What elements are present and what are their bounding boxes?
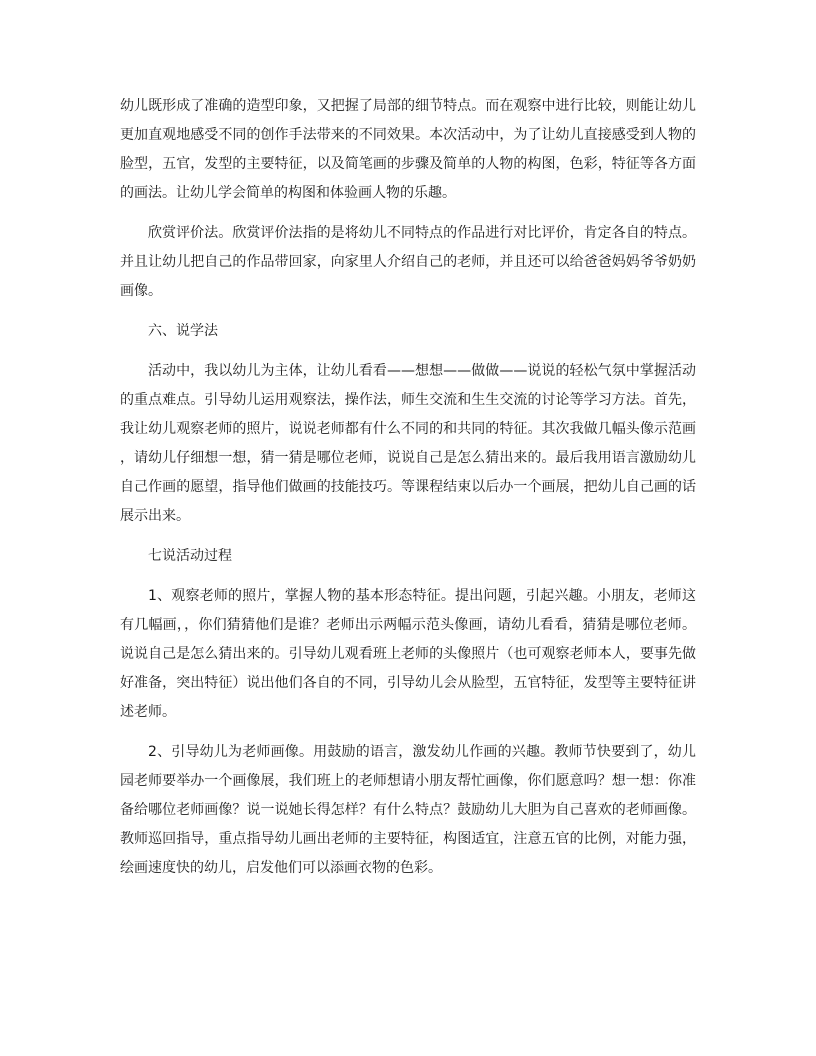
body-paragraph: 幼儿既形成了准确的造型印象，又把握了局部的细节特点。而在观察中进行比较，则能让幼儿更加直观地感受不同的创作手法带来的不同效果。本次活动中，为了让幼儿直接感受到人物的脸型，五官，发型的主要特征，以及简笔画的步骤及简单的人物的构图，色彩，特征等各方面的画法。让幼儿学会简单的构图和体验画人物的乐趣。 [120,98,696,201]
body-paragraph: 欣赏评价法。欣赏评价法指的是将幼儿不同特点的作品进行对比评价，肯定各自的特点。并且让幼儿把自己的作品带回家，向家里人介绍自己的老师，并且还可以给爸爸妈妈爷爷奶奶画像。 [120,225,696,299]
section-heading: 六、说学法 [148,323,218,339]
body-paragraph: 1、观察老师的照片，掌握人物的基本形态特征。提出问题，引起兴趣。小朋友，老师这有几幅画，，你们猜猜他们是谁？老师出示两幅示范头像画，请幼儿看看，猜猜是哪位老师。说说自己是怎么猜出来的。引导幼儿观看班上老师的头像照片（也可观察老师本人，要事先做好准备，突出特征）说出他们各自的不同，引导幼儿会从脸型，五官特征，发型等主要特征讲述老师。 [120,588,696,720]
body-paragraph: 活动中，我以幼儿为主体，让幼儿看看——想想——做做——说说的轻松气氛中掌握活动的重点难点。引导幼儿运用观察法，操作法，师生交流和生生交流的讨论等学习方法。首先，我让幼儿观察老师的照片，说说老师都有什么不同的和共同的特征。其次我做几幅头像示范画，请幼儿仔细想一想，猜一猜是哪位老师，说说自己是怎么猜出来的。最后我用语言激励幼儿自己作画的愿望，指导他们做画的技能技巧。等课程结束以后办一个画展，把幼儿自己画的话展示出来。 [120,363,696,524]
section-heading: 七说活动过程 [148,548,232,564]
document-page [120,92,696,894]
body-paragraph: 2、引导幼儿为老师画像。用鼓励的语言，激发幼儿作画的兴趣。教师节快要到了，幼儿园老师要举办一个画像展，我们班上的老师想请小朋友帮忙画像，你们愿意吗？想一想：你准备给哪位老师画像？说一说她长得怎样？有什么特点？鼓励幼儿大胆为自己喜欢的老师画像。教师巡回指导，重点指导幼儿画出老师的主要特征，构图适宜，注意五官的比例，对能力强，绘画速度快的幼儿，启发他们可以添画衣物的色彩。 [120,744,696,876]
